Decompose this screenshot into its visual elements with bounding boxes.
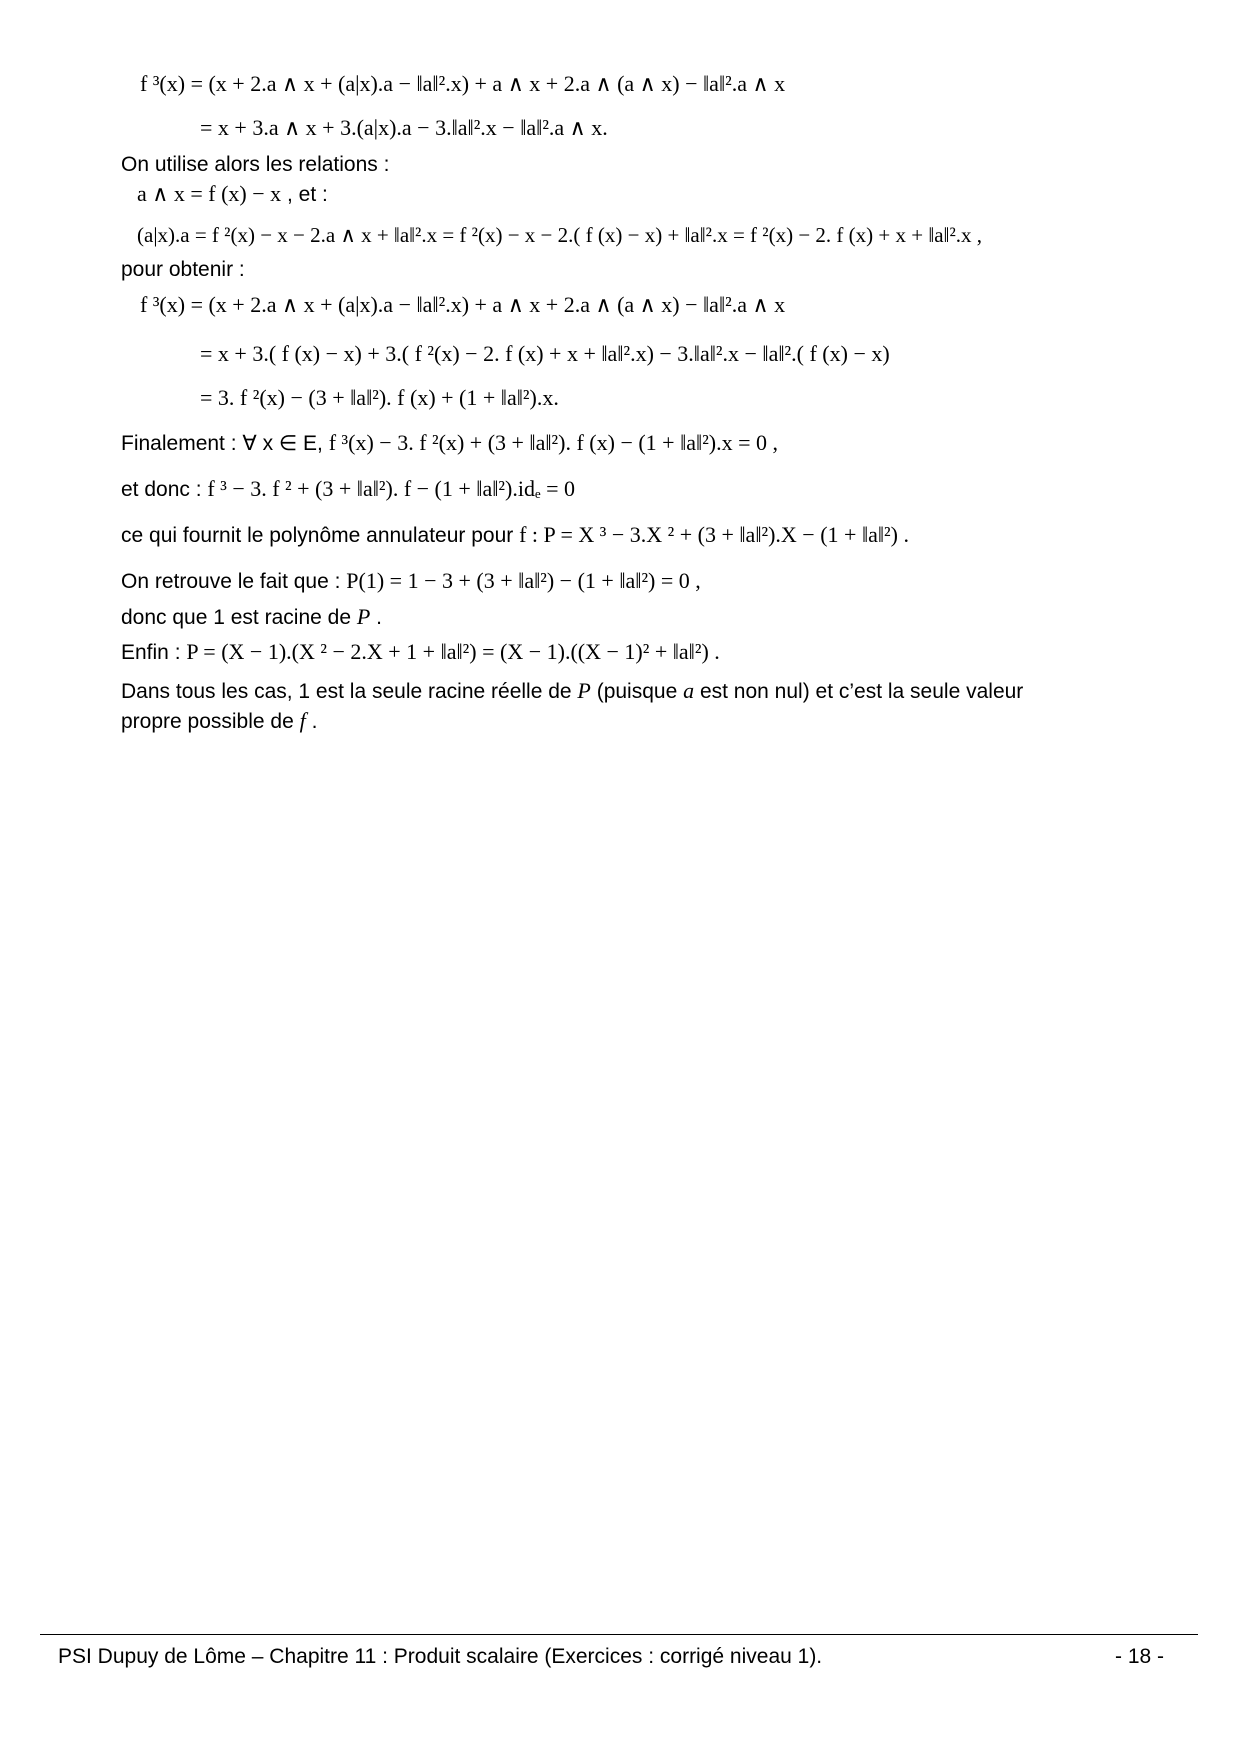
- equation-f3-line-3: f ³(x) = (x + 2.a ∧ x + (a|x).a − ‖a‖².x) + a ∧ x + 2.a ∧ (a ∧ x) − ‖a‖².a ∧ x: [140, 292, 786, 317]
- conclusion-math-P: P: [577, 678, 591, 703]
- polynome-math: f : P = X ³ − 3.X ² + (3 + ‖a‖²).X − (1 + ‖a‖²) .: [519, 522, 909, 547]
- footer-page-number: - 18 -: [1115, 1645, 1165, 1668]
- racine-period: .: [370, 606, 382, 629]
- equation-f3-line-4: = x + 3.( f (x) − x) + 3.( f ²(x) − 2. f (x) + x + ‖a‖².x) − 3.‖a‖².x − ‖a‖².( f (x) − x): [200, 341, 890, 366]
- retrouve-line: [121, 570, 701, 592]
- relation-wedge-math: a ∧ x = f (x) − x: [137, 181, 282, 206]
- conclusion-text-3: est non nul) et c’est la seule valeur: [694, 680, 1024, 703]
- footer-title: PSI Dupuy de Lôme – Chapitre 11 : Produit scalaire (Exercices : corrigé niveau 1).: [58, 1645, 823, 1668]
- conclusion-text-4: propre possible de: [121, 710, 300, 733]
- conclusion-math-f: f: [299, 708, 306, 733]
- racine-math: P: [356, 604, 371, 629]
- conclusion-line-2: [121, 710, 317, 732]
- equation-f3-line-2: = x + 3.a ∧ x + 3.(a|x).a − 3.‖a‖².x − ‖a‖².a ∧ x.: [200, 115, 608, 140]
- conclusion-text-5: .: [305, 710, 318, 733]
- equation-f3-line-5: = 3. f ²(x) − (3 + ‖a‖²). f (x) + (1 + ‖a‖²).x.: [200, 385, 559, 410]
- relation-wedge: [137, 183, 328, 205]
- conclusion-line-1: [121, 680, 1023, 702]
- retrouve-math: P(1) = 1 − 3 + (3 + ‖a‖²) − (1 + ‖a‖²) = 0 ,: [346, 568, 701, 593]
- text-pour-obtenir: pour obtenir :: [121, 258, 245, 281]
- relation-scalar: (a|x).a = f ²(x) − x − 2.a ∧ x + ‖a‖².x = f ²(x) − x − 2.( f (x) − x) + ‖a‖².x = f ²(x) − 2. f (x) + x + ‖a‖².x ,: [137, 223, 982, 247]
- enfin-text: Enfin :: [121, 641, 187, 664]
- conclusion-text-1: Dans tous les cas, 1 est la seule racine réelle de: [121, 680, 578, 703]
- et-donc-text: et donc :: [121, 478, 208, 501]
- polynome-line: [121, 524, 909, 546]
- polynome-text: ce qui fournit le polynôme annulateur pour: [121, 524, 520, 547]
- finalement-line: [121, 432, 778, 454]
- enfin-line: [121, 641, 720, 663]
- finalement-text: Finalement : ∀ x ∈ E,: [121, 432, 329, 455]
- text-relations-intro: On utilise alors les relations :: [121, 153, 390, 176]
- finalement-math: f ³(x) − 3. f ²(x) + (3 + ‖a‖²). f (x) − (1 + ‖a‖²).x = 0 ,: [328, 430, 779, 455]
- racine-line: [121, 606, 382, 628]
- racine-text: donc que 1 est racine de: [121, 606, 357, 629]
- relation-wedge-text: , et :: [281, 183, 328, 206]
- et-donc-line: [121, 478, 575, 500]
- retrouve-text: On retrouve le fait que :: [121, 570, 347, 593]
- conclusion-math-a: a: [683, 678, 695, 703]
- enfin-math: P = (X − 1).(X ² − 2.X + 1 + ‖a‖²) = (X − 1).((X − 1)² + ‖a‖²) .: [186, 639, 720, 664]
- footer-rule: [40, 1634, 1198, 1635]
- et-donc-math: f ³ − 3. f ² + (3 + ‖a‖²). f − (1 + ‖a‖²).idₑ = 0: [207, 476, 575, 501]
- conclusion-text-2: (puisque: [590, 680, 684, 703]
- equation-f3-line-1: f ³(x) = (x + 2.a ∧ x + (a|x).a − ‖a‖².x) + a ∧ x + 2.a ∧ (a ∧ x) − ‖a‖².a ∧ x: [140, 71, 786, 96]
